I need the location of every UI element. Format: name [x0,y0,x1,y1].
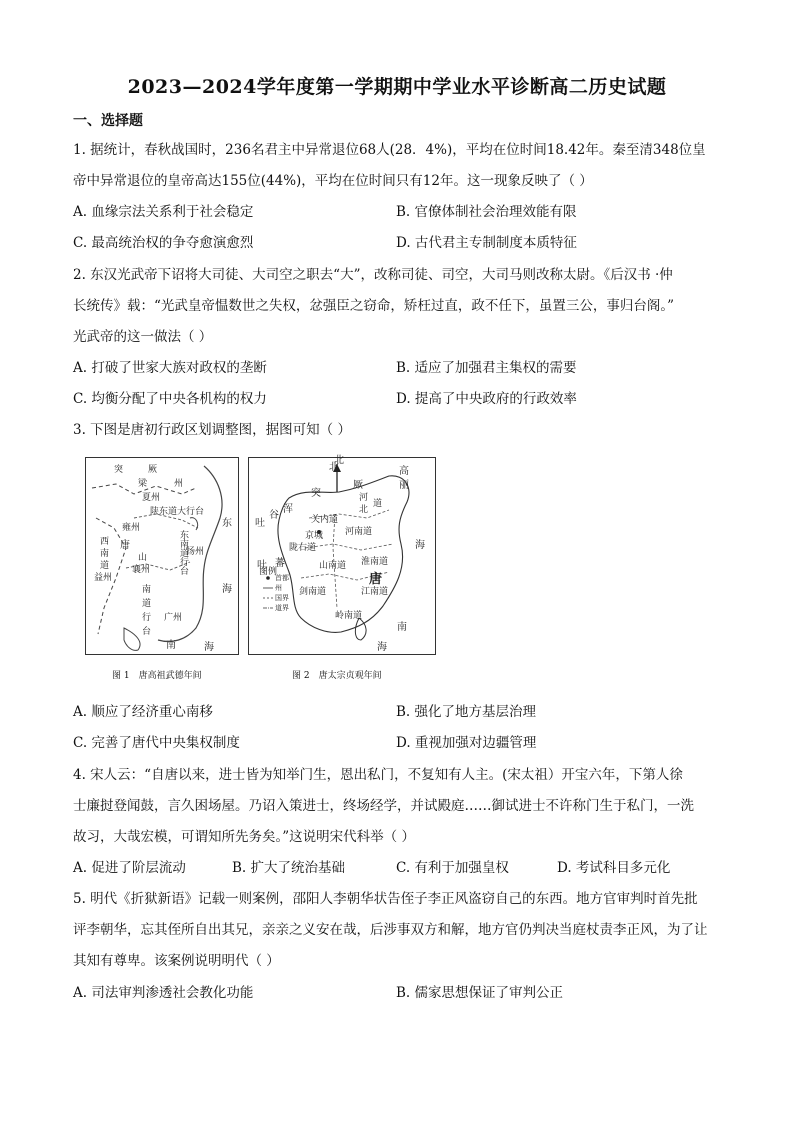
q2-option-b: B. 适应了加强君主集权的需要 [396,360,577,376]
map1-label: 广州 [164,613,183,623]
q5-line-2: 评李朝华，忘其侄所自出其兄，亲亲之义安在哉，后涉事双方和解，地方官仍判决当庭杖责李正风，为了让 [73,922,708,938]
map2-label: 吐 [257,560,267,571]
map1-label: 东 [222,518,232,529]
map1-label: 夏州 [142,493,161,503]
map2-north-label: 北 [334,455,344,466]
map1-label: 海 [222,584,232,595]
q2-option-d: D. 提高了中央政府的行政效率 [396,391,577,407]
q1-option-d: D. 古代君主专制制度本质特征 [396,235,577,251]
q4-option-b: B. 扩大了统治基础 [232,860,346,876]
map1-label: 行 [142,613,152,623]
map2-label: 蕃 [275,558,285,569]
map2-label: 吐 [255,518,265,529]
q4-line-3: 故习，大哉宏模，可谓知所先务矣。”这说明宋代科举（ ） [73,829,415,845]
map-tang-gaozu [85,457,239,655]
q4-option-a: A. 促进了阶层流动 [73,860,186,876]
map2-label: 海 [377,642,387,653]
map2-label: 剑南道 [299,587,327,597]
q1-line-2: 帝中异常退位的皇帝高达155位(44%)，平均在位时间只有12年。这一现象反映了（ ） [73,173,593,189]
map1-label: 厥 [148,465,158,475]
map1-label: 道 [142,599,152,609]
map2-legend-title: 图例 [259,567,278,577]
map1-label: 雍州 [122,523,141,533]
q3-option-b: B. 强化了地方基层治理 [396,704,537,720]
q3-option-d: D. 重视加强对边疆管理 [396,735,537,751]
map2-label: 厥 [353,480,363,491]
q4-option-d: D. 考试科目多元化 [557,860,671,876]
map2-label: 浑 [283,504,293,515]
map2-label: 山南道 [319,561,347,571]
q5-option-a: A. 司法审判渗透社会教化功能 [73,985,254,1001]
q2-option-a: A. 打破了世家大族对政权的垄断 [73,360,267,376]
map1-label: 南 [142,585,152,595]
map1-label: 西 [100,537,110,547]
map2-label: 海 [415,540,425,551]
map2-label: 北 [329,462,339,473]
map1-label: 南 [166,640,176,651]
map2-label: 唐 [369,572,383,587]
map1-label: 突 [114,465,124,475]
q3-option-a: A. 顺应了经济重心南移 [73,704,213,720]
q2-line-1: 2. 东汉光武帝下诏将大司徒、大司空之职去“大”，改称司徒、司空，大司马则改称太尉。《后汉书 ·仲 [73,267,673,283]
q1-option-a: A. 血缘宗法关系利于社会稳定 [73,204,254,220]
map1-label: 道 [100,561,110,571]
q5-line-3: 其知有尊卑。该案例说明明代（ ） [73,953,280,969]
map-figures [82,455,438,685]
map2-legend-item: 国界 [275,594,289,602]
map2-label: 江南道 [361,587,389,597]
q1-line-1: 1. 据统计，春秋战国时，236名君主中异常退位68人(28．4%)，平均在位时间18.42年。秦至清348位皇 [73,142,706,158]
map2-label: 突 [311,488,321,499]
map2-legend-item: 首都 [275,574,289,582]
map1-caption: 图 1 唐高祖武德年间 [112,671,202,681]
map2-label: 陇右道 [289,543,317,553]
map2-label: 岭南道 [335,611,363,621]
q3-option-c: C. 完善了唐代中央集权制度 [73,735,240,751]
q4-line-2: 士廉挝登闻鼓，言久困场屋。乃诏入策进士，终场经学，并试殿庭……御试进士不许称门生于私门，一洗 [73,798,694,814]
map2-legend-item: 州 [275,584,282,592]
map2-legend-item: 道界 [275,604,289,612]
map2-label: 谷 [269,510,279,521]
map-tang-taizong [248,457,436,655]
map1-label: 山 [138,553,148,563]
map2-label: 丽 [399,480,409,491]
q1-option-c: C. 最高统治权的争夺愈演愈烈 [73,235,254,251]
map1-label: 州 [174,479,184,489]
map1-label: 襄州 [132,565,151,575]
q2-option-c: C. 均衡分配了中央各机构的权力 [73,391,267,407]
map1-label: 扬州 [186,547,205,557]
map2-label: 道 [373,499,383,509]
q1-option-b: B. 官僚体制社会治理效能有限 [396,204,577,220]
map1-label: 南 [100,549,110,559]
map2-label: 北 [359,505,369,515]
map2-caption: 图 2 唐太宗贞观年间 [292,671,382,681]
q2-line-3: 光武帝的这一做法（ ） [73,329,213,345]
q5-line-1: 5. 明代《折狱新语》记载一则案例，邵阳人李朝华状告侄子李正风盗窃自己的东西。地方官审判时首先批 [73,891,698,907]
map1-label: 陕东道大行台 [150,507,205,517]
map1-label: 东南道行台 [180,531,190,577]
page-title: 2023—2024学年度第一学期期中学业水平诊断高二历史试题 [127,76,667,98]
section-heading: 一、选择题 [73,113,143,129]
map1-label: 唐 [120,540,130,551]
map1-label: 益州 [94,573,113,583]
map2-label: 淮南道 [361,557,389,567]
map2-label: 关内道 [311,515,339,525]
map2-label: 南 [397,622,407,633]
map1-label: 海 [204,642,214,653]
q3-line-1: 3. 下图是唐初行政区划调整图，据图可知（ ） [73,422,351,438]
map2-label: 京城 [305,531,324,541]
map2-label: 高 [399,466,409,477]
q4-option-c: C. 有利于加强皇权 [396,860,509,876]
q5-option-b: B. 儒家思想保证了审判公正 [396,985,564,1001]
map2-label: 河南道 [345,527,373,537]
q4-line-1: 4. 宋人云：“自唐以来，进士皆为知举门生，恩出私门，不复知有人主。(宋太祖）开宝六年，下第人徐 [73,767,683,783]
map2-label: 河 [359,493,369,503]
map1-label: 梁 [138,479,148,489]
q2-line-2: 长统传》载：“光武皇帝愠数世之失权，忿强臣之窃命，矫枉过直，政不任下，虽置三公，事归台阁。” [73,298,675,314]
map1-label: 台 [142,627,152,637]
